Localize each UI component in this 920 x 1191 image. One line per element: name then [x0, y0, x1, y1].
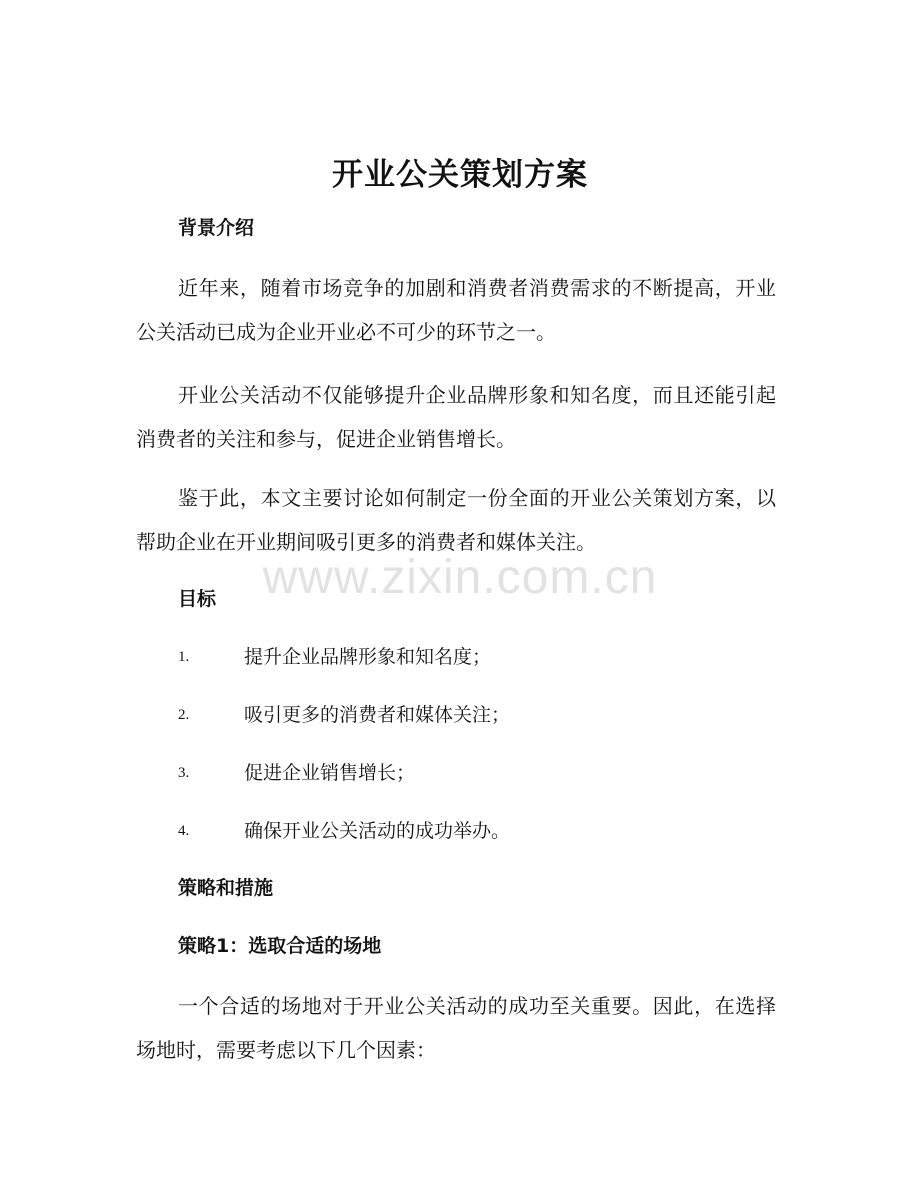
paragraph-background-1: 近年来，随着市场竞争的加剧和消费者消费需求的不断提高，开业公关活动已成为企业开业必不可少的环节之一。 — [136, 276, 776, 344]
paragraph-background-2: 开业公关活动不仅能够提升企业品牌形象和知名度，而且还能引起消费者的关注和参与，促进企业销售增长。 — [136, 383, 776, 451]
list-item-number: 3. — [178, 765, 190, 781]
section-heading-strategy: 策略和措施 — [178, 877, 274, 899]
list-item-number: 4. — [178, 823, 190, 839]
list-item — [178, 757, 778, 789]
list-item — [178, 641, 778, 673]
list-item-number: 1. — [178, 649, 190, 665]
list-item-text: 吸引更多的消费者和媒体关注； — [244, 704, 511, 726]
list-item-text: 确保开业公关活动的成功举办。 — [244, 820, 511, 842]
section-heading-goals: 目标 — [178, 588, 217, 610]
section-heading-background: 背景介绍 — [178, 217, 255, 239]
list-item — [178, 815, 778, 847]
paragraph-strategy-1: 一个合适的场地对于开业公关活动的成功至关重要。因此，在选择场地时，需要考虑以下几个因素： — [136, 994, 776, 1062]
list-item-number: 2. — [178, 707, 190, 723]
list-item — [178, 699, 778, 731]
sub-heading-strategy-1: 策略1：选取合适的场地 — [178, 935, 382, 957]
list-item-text: 提升企业品牌形象和知名度； — [244, 646, 492, 668]
paragraph-background-3: 鉴于此，本文主要讨论如何制定一份全面的开业公关策划方案，以帮助企业在开业期间吸引更多的消费者和媒体关注。 — [136, 486, 776, 554]
document-title: 开业公关策划方案 — [332, 157, 588, 193]
list-item-text: 促进企业销售增长； — [244, 762, 416, 784]
watermark: www.zixin.com.cn — [262, 551, 658, 604]
